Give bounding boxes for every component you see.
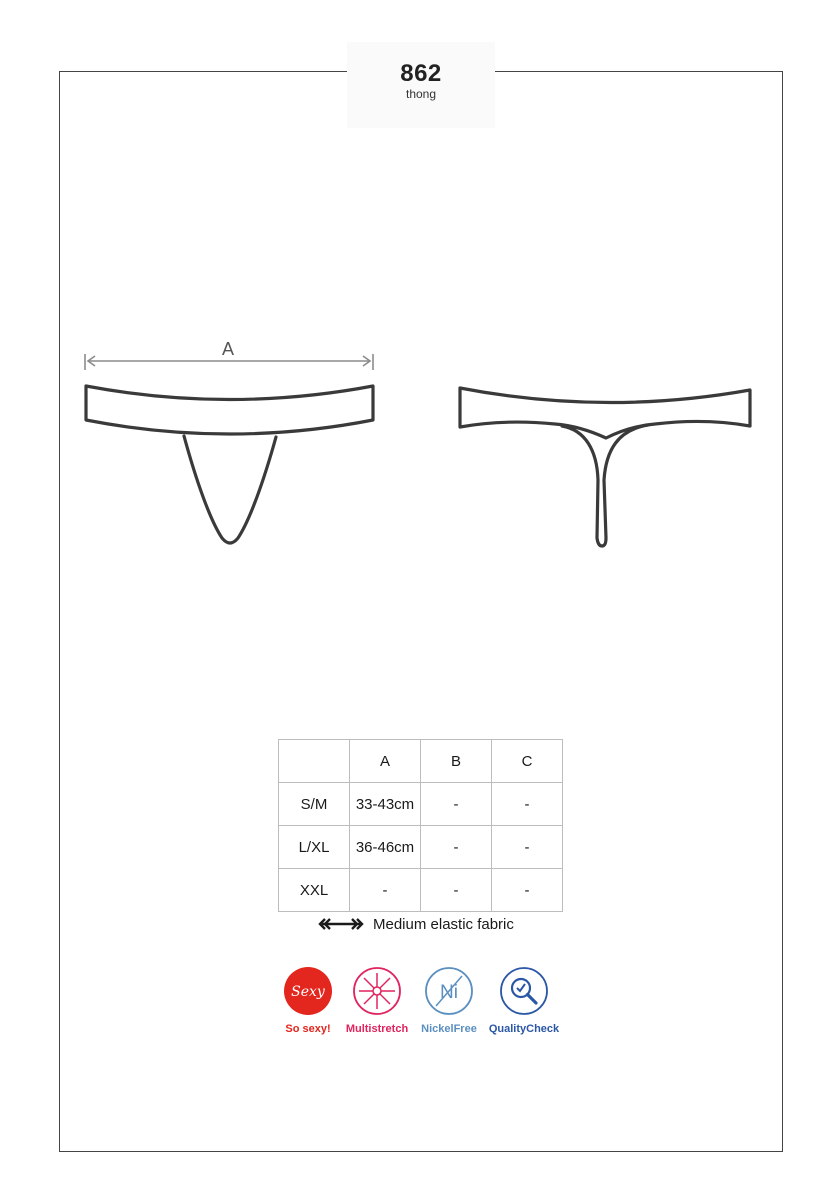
table-header-cell: A	[350, 740, 421, 783]
table-header-cell: C	[492, 740, 563, 783]
feature-label: NickelFree	[421, 1023, 477, 1035]
feature-quality-check	[479, 966, 569, 1035]
table-row	[279, 826, 563, 869]
fabric-note	[316, 913, 514, 935]
product-number: 862	[400, 60, 442, 87]
feature-label: Multistretch	[345, 1023, 409, 1035]
table-cell: 33-43cm	[350, 783, 421, 826]
feature-label: QualityCheck	[488, 1023, 560, 1035]
fabric-text: Medium elastic fabric	[373, 915, 514, 933]
table-cell: 36-46cm	[350, 826, 421, 869]
size-table	[278, 739, 563, 912]
size-label-cell: L/XL	[279, 826, 350, 869]
thong-back-view	[460, 388, 750, 546]
table-cell: -	[350, 869, 421, 912]
table-header-cell	[279, 740, 350, 783]
table-cell: -	[492, 783, 563, 826]
product-type: thong	[405, 87, 437, 101]
size-label-cell: S/M	[279, 783, 350, 826]
table-row	[279, 869, 563, 912]
double-arrow-icon	[316, 918, 366, 930]
sexy-badge-icon	[283, 966, 333, 1016]
table-cell: -	[492, 869, 563, 912]
size-label-cell: XXL	[279, 869, 350, 912]
table-cell: -	[421, 783, 492, 826]
feature-label: So sexy!	[285, 1023, 331, 1035]
svg-text:Ni: Ni	[440, 982, 458, 1003]
table-row	[279, 783, 563, 826]
table-header-row	[279, 740, 563, 783]
measurement-a-label: A	[221, 339, 235, 359]
table-cell: -	[492, 826, 563, 869]
table-header-cell: B	[421, 740, 492, 783]
quality-check-icon	[499, 966, 549, 1016]
svg-text:Sexy: Sexy	[291, 984, 325, 1000]
nickel-free-icon	[424, 966, 474, 1016]
table-cell: -	[421, 869, 492, 912]
thong-front-view	[86, 386, 373, 543]
table-cell: -	[421, 826, 492, 869]
multistretch-icon	[352, 966, 402, 1016]
